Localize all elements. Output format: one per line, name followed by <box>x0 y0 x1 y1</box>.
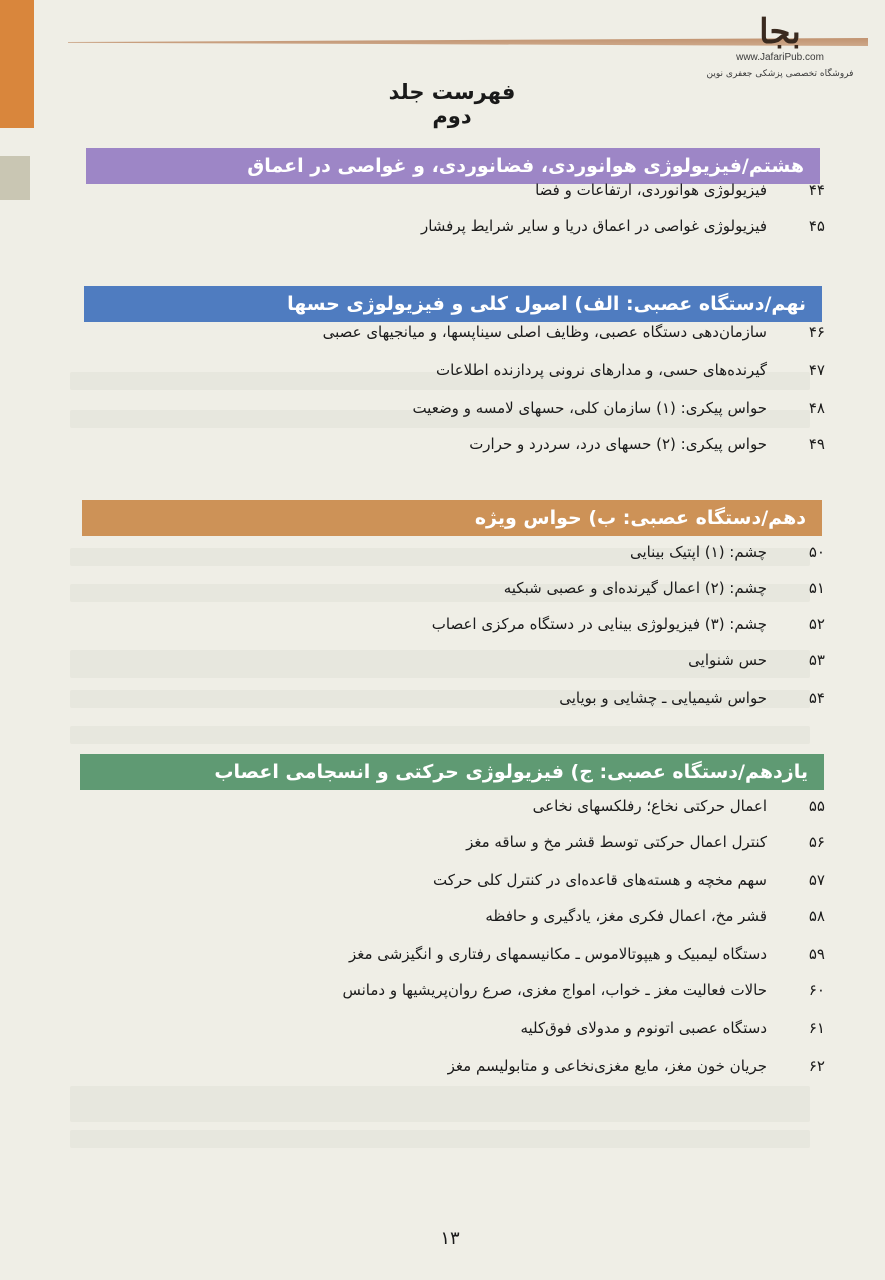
entry-title: اعمال حرکتی نخاع؛ رفلکسهای نخاعی <box>532 797 767 815</box>
toc-entry[interactable] <box>342 978 825 1002</box>
toc-entry[interactable] <box>559 686 825 710</box>
chapter-heading-10 <box>82 500 822 536</box>
entry-title: گیرنده‌های حسی، و مدارهای نرونی پردازنده اطلاعات <box>436 361 767 379</box>
chapter-number: ۵۹ <box>808 945 825 963</box>
chapter-number: ۴۹ <box>808 435 825 453</box>
entry-title: حس شنوایی <box>688 651 767 669</box>
chapter-title: نهم/دستگاه عصبی: الف) اصول کلی و فیزیولوژی حسها <box>287 293 806 315</box>
entry-title: فیزیولوژی غواصی در اعماق دریا و سایر شرایط پرفشار <box>420 217 767 235</box>
chapter-number: ۴۷ <box>808 361 825 379</box>
toc-entry[interactable] <box>448 1054 825 1078</box>
entry-title: سهم مخچه و هسته‌های قاعده‌ای در کنترل کلی حرکت <box>432 871 767 889</box>
entry-title: چشم: (۲) اعمال گیرنده‌ای و عصبی شبکیه <box>503 579 767 597</box>
entry-title: قشر مخ، اعمال فکری مغز، یادگیری و حافظه <box>485 907 767 925</box>
bleed-through-line <box>70 1130 810 1148</box>
toc-entry[interactable] <box>520 1016 825 1040</box>
chapter-number: ۵۷ <box>808 871 825 889</box>
chapter-title: هشتم/فیزیولوژی هوانوردی، فضانوردی، و غواصی در اعماق <box>247 155 804 177</box>
chapter-number: ۴۵ <box>808 217 825 235</box>
entry-title: حواس شیمیایی ـ چشایی و بویایی <box>559 689 767 707</box>
entry-title: حواس پیکری: (۲) حسهای درد، سردرد و حرارت <box>469 435 767 453</box>
page-number: ۱۳ <box>440 1228 460 1249</box>
page-title: فهرست جلد دوم <box>388 80 516 128</box>
chapter-number: ۵۴ <box>808 689 825 707</box>
entry-title: جریان خون مغز، مایع مغزی‌نخاعی و متابولیسم مغز <box>447 1057 767 1075</box>
toc-entry[interactable] <box>469 432 825 456</box>
entry-title: دستگاه لیمبیک و هیپوتالاموس ـ مکانیسمهای رفتاری و انگیزشی مغز <box>348 945 767 963</box>
publisher-tagline: فروشگاه تخصصی پزشکی جعفری نوین <box>706 69 854 79</box>
publisher-logo-mark: ﺑﺠﺎ <box>759 12 801 52</box>
chapter-number: ۴۸ <box>808 399 825 417</box>
left-edge-tab <box>0 0 34 128</box>
chapter-heading-9 <box>84 286 822 322</box>
chapter-number: ۵۲ <box>808 615 825 633</box>
toc-entry[interactable] <box>485 904 825 928</box>
toc-entry[interactable] <box>349 942 825 966</box>
publisher-url: www.JafariPub.com <box>736 52 824 63</box>
entry-title: سازمان‌دهی دستگاه عصبی، وظایف اصلی سیناپسها، و میانجیهای عصبی <box>322 323 767 341</box>
left-edge-marker <box>0 156 30 200</box>
chapter-number: ۶۰ <box>808 981 825 999</box>
chapter-number: ۵۱ <box>808 579 825 597</box>
toc-entry[interactable] <box>436 358 825 382</box>
entry-title: کنترل اعمال حرکتی توسط قشر مخ و ساقه مغز <box>466 833 767 851</box>
toc-entry[interactable] <box>412 396 825 420</box>
chapter-number: ۵۵ <box>808 797 825 815</box>
bleed-through-line <box>70 726 810 744</box>
chapter-number: ۶۱ <box>808 1019 825 1037</box>
chapter-title: یازدهم/دستگاه عصبی: ج) فیزیولوژی حرکتی و انسجامی اعصاب <box>214 761 808 783</box>
toc-entry[interactable] <box>421 214 825 238</box>
toc-entry[interactable] <box>433 868 825 892</box>
entry-title: حالات فعالیت مغز ـ خواب، امواج مغزی، صرع روان‌پریشیها و دمانس <box>342 981 767 999</box>
toc-entry[interactable] <box>432 612 825 636</box>
chapter-number: ۴۴ <box>808 181 825 199</box>
entry-title: حواس پیکری: (۱) سازمان کلی، حسهای لامسه و وضعیت <box>412 399 767 417</box>
chapter-number: ۵۰ <box>808 543 825 561</box>
entry-title: فیزیولوژی هوانوردی، ارتفاعات و فضا <box>535 181 767 199</box>
publisher-logo <box>705 14 855 79</box>
chapter-heading-11 <box>80 754 824 790</box>
bleed-through-block <box>70 1086 810 1122</box>
chapter-number: ۵۶ <box>808 833 825 851</box>
entry-title: چشم: (۱) اپتیک بینایی <box>629 543 767 561</box>
toc-entry[interactable] <box>535 178 825 202</box>
chapter-number: ۴۶ <box>808 323 825 341</box>
entry-title: دستگاه عصبی اتونوم و مدولای فوق‌کلیه <box>520 1019 767 1037</box>
chapter-title: دهم/دستگاه عصبی: ب) حواس ویژه <box>474 507 806 529</box>
toc-entry[interactable] <box>504 576 825 600</box>
chapter-number: ۵۳ <box>808 651 825 669</box>
toc-entry[interactable] <box>688 648 825 672</box>
entry-title: چشم: (۳) فیزیولوژی بینایی در دستگاه مرکزی اعصاب <box>431 615 767 633</box>
toc-entry[interactable] <box>630 540 825 564</box>
chapter-number: ۵۸ <box>808 907 825 925</box>
toc-entry[interactable] <box>533 794 825 818</box>
chapter-number: ۶۲ <box>808 1057 825 1075</box>
toc-entry[interactable] <box>323 320 825 344</box>
toc-entry[interactable] <box>466 830 825 854</box>
